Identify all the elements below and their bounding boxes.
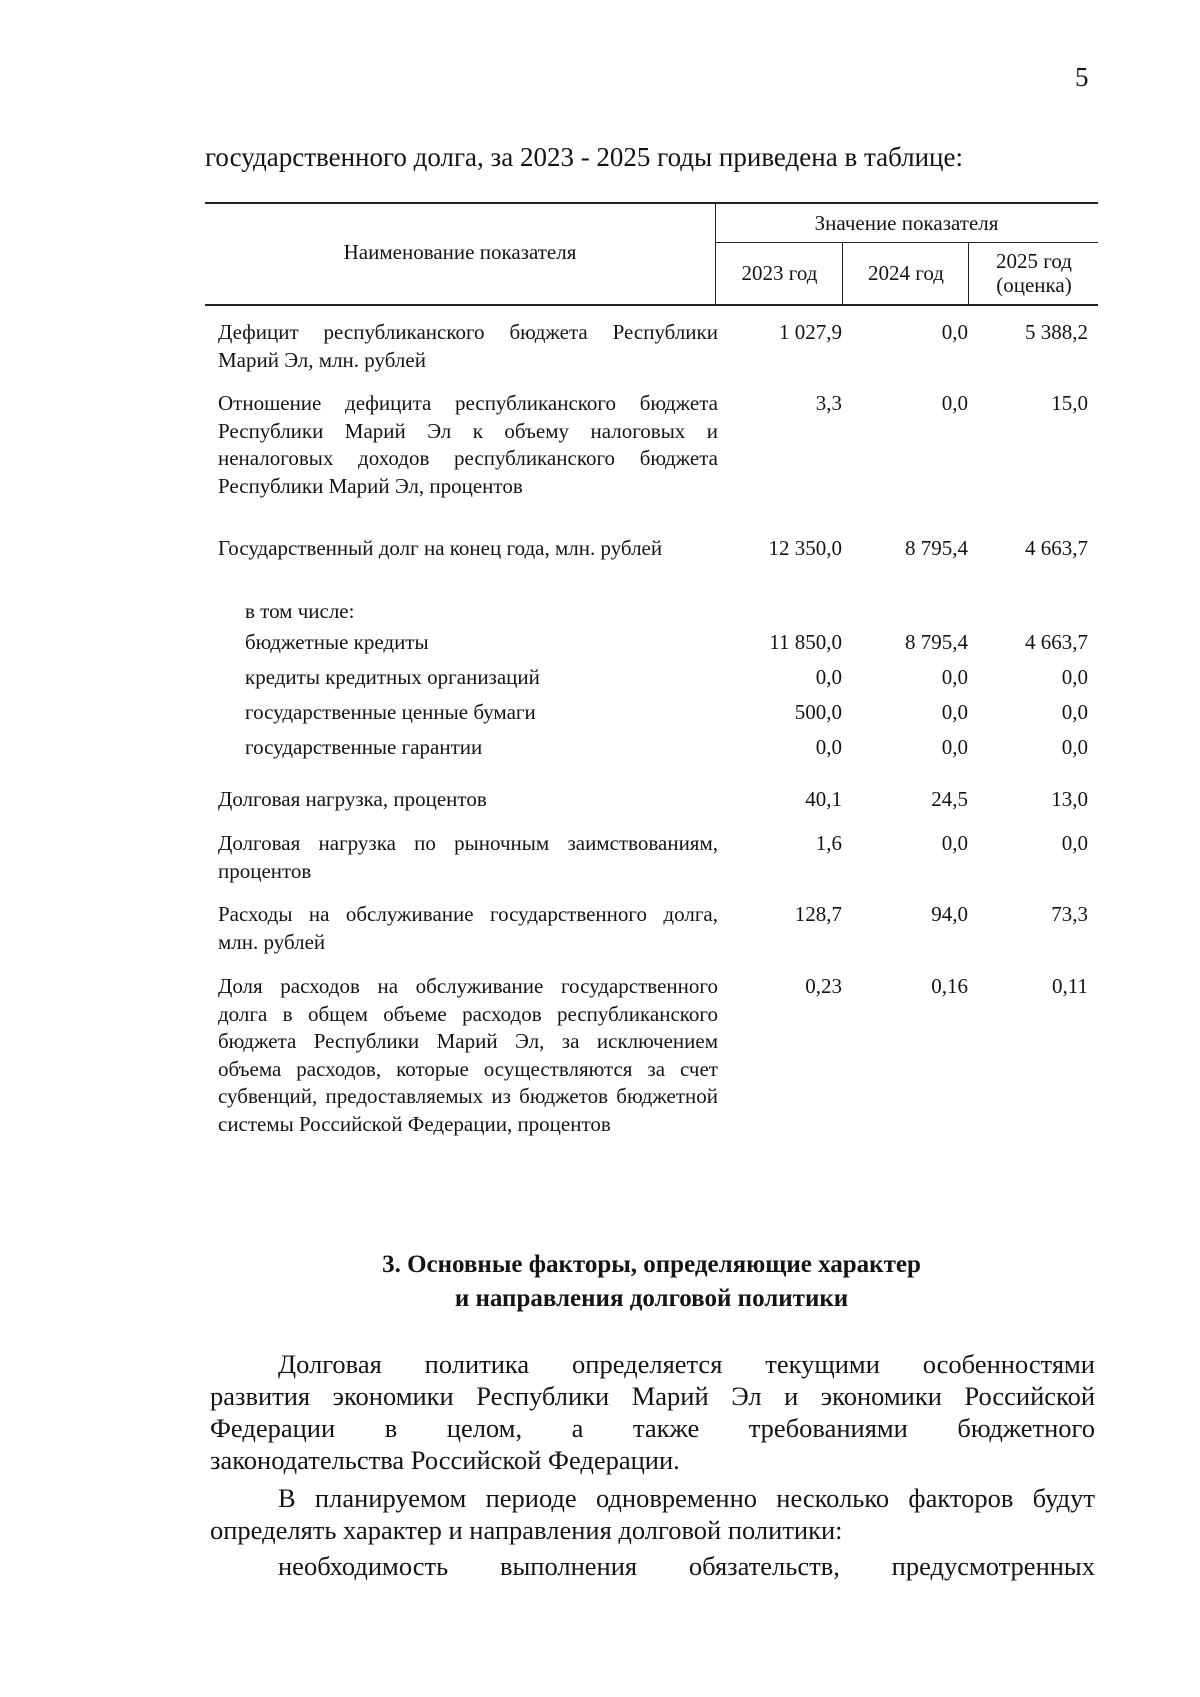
row-label: кредиты кредитных организаций <box>245 665 540 689</box>
header-value-group: Значение показателя <box>814 211 999 235</box>
row-value-2024: 94,0 <box>931 902 968 926</box>
header-divider-year2 <box>968 242 969 304</box>
header-year-2024: 2024 год <box>868 260 944 285</box>
row-value-2025: 15,0 <box>1051 391 1088 415</box>
row-value-2025: 0,0 <box>1061 665 1088 689</box>
paragraph-3 <box>210 1550 1095 1582</box>
intro-text: государственного долга, за 2023 - 2025 годы приведена в таблице: <box>205 142 963 172</box>
row-label: государственные гарантии <box>245 735 483 759</box>
paragraph-1 <box>210 1348 1095 1476</box>
row-value-2024: 24,5 <box>931 787 968 811</box>
header-year-2023: 2023 год <box>741 260 818 285</box>
row-value-2024: 8 795,4 <box>905 536 968 560</box>
header-divider-year1 <box>842 242 843 304</box>
paragraph-line: Федерации в целом, а также требованиями бюджетного <box>210 1413 1095 1443</box>
header-year-2025: 2025 год (оценка) <box>996 248 1072 297</box>
paragraph-line: Долговая политика определяется текущими особенностями <box>278 1349 1095 1379</box>
row-value-2025: 0,0 <box>1061 735 1088 759</box>
paragraph-2 <box>210 1482 1095 1546</box>
row-value-2024: 0,0 <box>941 391 968 415</box>
row-value-2024: 0,0 <box>941 665 968 689</box>
row-value-2025: 0,0 <box>1061 831 1088 855</box>
row-value-2023: 0,0 <box>815 735 842 759</box>
header-name-column: Наименование показателя <box>343 240 577 264</box>
row-value-2025: 73,3 <box>1051 902 1088 926</box>
row-value-2024: 0,0 <box>941 735 968 759</box>
row-label: Дефицит республиканского бюджета Республики Марий Эл, млн. рублей <box>218 320 718 372</box>
row-label: Долговая нагрузка по рыночным заимствованиям, процентов <box>218 831 718 883</box>
row-value-2024: 0,0 <box>941 700 968 724</box>
paragraph-line: определять характер и направления долговой политики: <box>210 1515 843 1545</box>
row-value-2025: 0,11 <box>1052 974 1088 998</box>
row-value-2024: 8 795,4 <box>905 630 968 654</box>
row-value-2024: 0,16 <box>931 974 968 998</box>
row-value-2025: 4 663,7 <box>1025 536 1088 560</box>
section-heading-line2: и направления долговой политики <box>454 1285 849 1312</box>
row-value-2025: 13,0 <box>1051 787 1088 811</box>
row-value-2023: 1,6 <box>815 831 842 855</box>
row-value-2023: 40,1 <box>805 787 842 811</box>
page-number: 5 <box>1075 62 1089 92</box>
row-value-2025: 5 388,2 <box>1025 320 1088 344</box>
row-value-2024: 0,0 <box>941 320 968 344</box>
row-label: в том числе: <box>245 599 355 623</box>
row-value-2023: 0,23 <box>805 974 842 998</box>
row-label: Отношение дефицита республиканского бюджета Республики Марий Эл к объему налоговых и неналоговых доходов республиканского бюджета Республики Марий Эл, процентов <box>218 391 718 498</box>
paragraph-line: В планируемом периоде одновременно несколько факторов будут <box>278 1483 1095 1513</box>
row-value-2025: 0,0 <box>1061 700 1088 724</box>
row-value-2023: 3,3 <box>815 391 842 415</box>
row-value-2023: 1 027,9 <box>779 320 842 344</box>
row-label: бюджетные кредиты <box>245 630 429 654</box>
row-value-2023: 11 850,0 <box>769 630 842 654</box>
row-label: Доля расходов на обслуживание государственного долга в общем объеме расходов республиканского бюджета Республики Марий Эл, за исключением объема расходов, которые осуществляются за счет субвенций, предоставляемых из бюджетов бюджетной системы Российской Федерации, процентов <box>218 974 718 1136</box>
row-label: Долговая нагрузка, процентов <box>218 787 487 811</box>
row-value-2023: 128,7 <box>794 902 842 926</box>
row-value-2023: 12 350,0 <box>768 536 842 560</box>
row-label: Расходы на обслуживание государственного долга, млн. рублей <box>218 902 718 954</box>
row-label: государственные ценные бумаги <box>245 700 536 724</box>
section-heading <box>205 1248 1098 1316</box>
indicators-table <box>205 202 1098 1136</box>
paragraph-line: законодательства Российской Федерации. <box>210 1445 680 1475</box>
row-value-2023: 500,0 <box>794 700 842 724</box>
paragraph-line: развития экономики Республики Марий Эл и экономики Российской <box>210 1381 1095 1411</box>
row-value-2025: 4 663,7 <box>1025 630 1088 654</box>
paragraph-line: необходимость выполнения обязательств, предусмотренных <box>278 1551 1095 1581</box>
row-label: Государственный долг на конец года, млн. рублей <box>218 536 663 560</box>
header-divider-horizontal <box>715 242 1098 243</box>
table-header <box>205 202 1098 306</box>
row-value-2024: 0,0 <box>941 831 968 855</box>
row-value-2023: 0,0 <box>815 665 842 689</box>
section-heading-line1: 3. Основные факторы, определяющие характер <box>382 1251 921 1278</box>
